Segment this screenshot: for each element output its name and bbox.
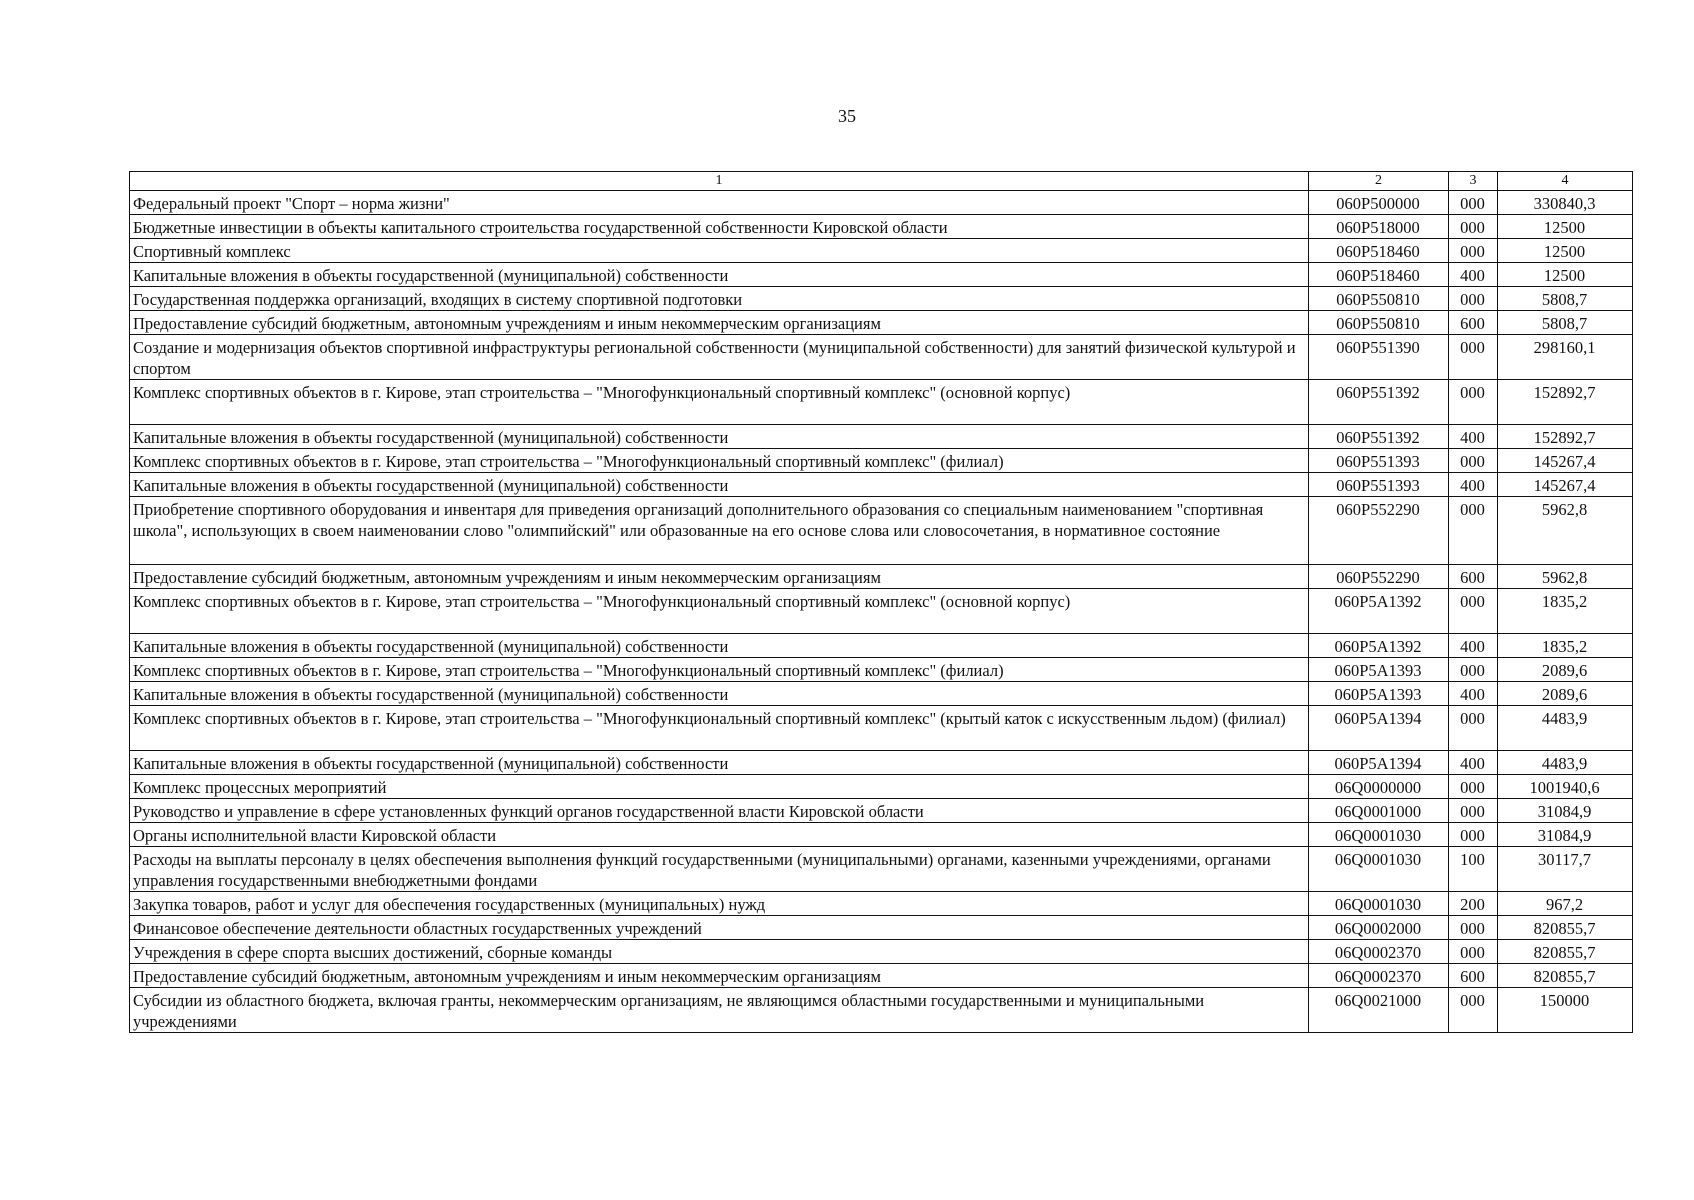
page-number: 35 [838, 106, 856, 126]
row-amount-cell: 298160,1 [1498, 335, 1633, 380]
row-code-cell: 060P518000 [1309, 215, 1449, 239]
row-type-cell: 200 [1449, 892, 1498, 916]
row-type-cell: 600 [1449, 964, 1498, 988]
row-code-cell: 060P500000 [1309, 191, 1449, 215]
row-code-cell: 060P551392 [1309, 380, 1449, 425]
row-amount-cell: 145267,4 [1498, 449, 1633, 473]
row-name-cell: Государственная поддержка организаций, входящих в систему спортивной подготовки [130, 287, 1309, 311]
row-type-cell: 000 [1449, 706, 1498, 751]
row-name-cell: Комплекс спортивных объектов в г. Кирове, этап строительства – "Многофункциональный спортивный комплекс" (филиал) [130, 658, 1309, 682]
header-col-3: 3 [1449, 172, 1498, 191]
table-row [130, 473, 1633, 497]
row-code-cell: 060P5A1392 [1309, 634, 1449, 658]
row-type-cell: 000 [1449, 380, 1498, 425]
table-row [130, 311, 1633, 335]
row-code-cell: 06Q0002000 [1309, 916, 1449, 940]
row-type-cell: 600 [1449, 311, 1498, 335]
row-code-cell: 060P5A1394 [1309, 751, 1449, 775]
table-row [130, 239, 1633, 263]
table-row [130, 263, 1633, 287]
row-code-cell: 060P5A1393 [1309, 682, 1449, 706]
row-type-cell: 000 [1449, 940, 1498, 964]
table-row [130, 799, 1633, 823]
row-type-cell: 000 [1449, 799, 1498, 823]
row-type-cell: 000 [1449, 191, 1498, 215]
row-type-cell: 400 [1449, 682, 1498, 706]
row-type-cell: 400 [1449, 425, 1498, 449]
row-code-cell: 060P551393 [1309, 473, 1449, 497]
row-type-cell: 000 [1449, 497, 1498, 565]
row-amount-cell: 150000 [1498, 988, 1633, 1033]
row-name-cell: Капитальные вложения в объекты государственной (муниципальной) собственности [130, 263, 1309, 287]
row-amount-cell: 12500 [1498, 239, 1633, 263]
row-code-cell: 06Q0001030 [1309, 892, 1449, 916]
row-code-cell: 06Q0001030 [1309, 823, 1449, 847]
row-name-cell: Капитальные вложения в объекты государственной (муниципальной) собственности [130, 634, 1309, 658]
row-amount-cell: 1001940,6 [1498, 775, 1633, 799]
row-amount-cell: 330840,3 [1498, 191, 1633, 215]
row-name-cell: Спортивный комплекс [130, 239, 1309, 263]
row-type-cell: 000 [1449, 287, 1498, 311]
table-row [130, 940, 1633, 964]
row-code-cell: 060P552290 [1309, 565, 1449, 589]
row-name-cell: Комплекс спортивных объектов в г. Кирове, этап строительства – "Многофункциональный спортивный комплекс" (филиал) [130, 449, 1309, 473]
row-amount-cell: 5808,7 [1498, 311, 1633, 335]
table-row [130, 497, 1633, 565]
row-amount-cell: 1835,2 [1498, 634, 1633, 658]
row-name-cell: Комплекс процессных мероприятий [130, 775, 1309, 799]
row-amount-cell: 31084,9 [1498, 823, 1633, 847]
row-amount-cell: 2089,6 [1498, 658, 1633, 682]
row-amount-cell: 152892,7 [1498, 425, 1633, 449]
table-row [130, 847, 1633, 892]
row-amount-cell: 152892,7 [1498, 380, 1633, 425]
row-amount-cell: 820855,7 [1498, 916, 1633, 940]
row-type-cell: 000 [1449, 916, 1498, 940]
table-row [130, 964, 1633, 988]
table-row [130, 706, 1633, 751]
row-type-cell: 000 [1449, 335, 1498, 380]
row-code-cell: 06Q0001030 [1309, 847, 1449, 892]
table-row [130, 751, 1633, 775]
row-type-cell: 000 [1449, 775, 1498, 799]
row-name-cell: Предоставление субсидий бюджетным, автономным учреждениям и иным некоммерческим организациям [130, 964, 1309, 988]
row-type-cell: 400 [1449, 751, 1498, 775]
row-name-cell: Федеральный проект "Спорт – норма жизни" [130, 191, 1309, 215]
row-name-cell: Комплекс спортивных объектов в г. Кирове, этап строительства – "Многофункциональный спортивный комплекс" (основной корпус) [130, 589, 1309, 634]
table-row [130, 682, 1633, 706]
row-type-cell: 000 [1449, 239, 1498, 263]
row-amount-cell: 5962,8 [1498, 565, 1633, 589]
header-row [130, 172, 1633, 191]
row-amount-cell: 2089,6 [1498, 682, 1633, 706]
row-code-cell: 060P551393 [1309, 449, 1449, 473]
row-amount-cell: 30117,7 [1498, 847, 1633, 892]
row-amount-cell: 12500 [1498, 215, 1633, 239]
row-amount-cell: 1835,2 [1498, 589, 1633, 634]
table-row [130, 449, 1633, 473]
row-name-cell: Комплекс спортивных объектов в г. Кирове, этап строительства – "Многофункциональный спортивный комплекс" (крытый каток с искусственным льдом) (филиал) [130, 706, 1309, 751]
row-name-cell: Капитальные вложения в объекты государственной (муниципальной) собственности [130, 682, 1309, 706]
row-code-cell: 060P518460 [1309, 263, 1449, 287]
row-code-cell: 06Q0002370 [1309, 940, 1449, 964]
table-row [130, 775, 1633, 799]
row-amount-cell: 4483,9 [1498, 751, 1633, 775]
header-col-2: 2 [1309, 172, 1449, 191]
row-name-cell: Приобретение спортивного оборудования и инвентаря для приведения организаций дополнительного образования со специальным наименованием "спортивная школа", использующих в своем наименовании слово "олимпийский" или образованные на его основе слова или словосочетания, в нормативное состояние [130, 497, 1309, 565]
table-body [130, 191, 1633, 1033]
row-name-cell: Субсидии из областного бюджета, включая гранты, некоммерческим организациям, не являющимся областными государственными и муниципальными учреждениями [130, 988, 1309, 1033]
row-name-cell: Руководство и управление в сфере установленных функций органов государственной власти Кировской области [130, 799, 1309, 823]
row-name-cell: Капитальные вложения в объекты государственной (муниципальной) собственности [130, 473, 1309, 497]
row-code-cell: 060P550810 [1309, 287, 1449, 311]
row-type-cell: 000 [1449, 589, 1498, 634]
table-row [130, 215, 1633, 239]
row-name-cell: Капитальные вложения в объекты государственной (муниципальной) собственности [130, 751, 1309, 775]
row-type-cell: 000 [1449, 215, 1498, 239]
row-amount-cell: 4483,9 [1498, 706, 1633, 751]
table-row [130, 191, 1633, 215]
table-row [130, 634, 1633, 658]
budget-table [129, 171, 1633, 1033]
row-code-cell: 060P518460 [1309, 239, 1449, 263]
row-amount-cell: 12500 [1498, 263, 1633, 287]
row-type-cell: 400 [1449, 634, 1498, 658]
table-row [130, 916, 1633, 940]
row-code-cell: 06Q0021000 [1309, 988, 1449, 1033]
table-row [130, 988, 1633, 1033]
row-name-cell: Финансовое обеспечение деятельности областных государственных учреждений [130, 916, 1309, 940]
row-name-cell: Создание и модернизация объектов спортивной инфраструктуры региональной собственности (муниципальной собственности) для занятий физической культурой и спортом [130, 335, 1309, 380]
row-type-cell: 400 [1449, 473, 1498, 497]
table-row [130, 335, 1633, 380]
row-type-cell: 400 [1449, 263, 1498, 287]
table-row [130, 892, 1633, 916]
row-code-cell: 060P552290 [1309, 497, 1449, 565]
row-name-cell: Предоставление субсидий бюджетным, автономным учреждениям и иным некоммерческим организациям [130, 311, 1309, 335]
row-type-cell: 000 [1449, 449, 1498, 473]
table-row [130, 823, 1633, 847]
table-row [130, 658, 1633, 682]
row-code-cell: 060P5A1394 [1309, 706, 1449, 751]
row-name-cell: Капитальные вложения в объекты государственной (муниципальной) собственности [130, 425, 1309, 449]
row-type-cell: 000 [1449, 823, 1498, 847]
row-name-cell: Закупка товаров, работ и услуг для обеспечения государственных (муниципальных) нужд [130, 892, 1309, 916]
row-code-cell: 060P551392 [1309, 425, 1449, 449]
row-type-cell: 000 [1449, 988, 1498, 1033]
row-code-cell: 060P5A1392 [1309, 589, 1449, 634]
row-code-cell: 06Q0002370 [1309, 964, 1449, 988]
row-code-cell: 060P5A1393 [1309, 658, 1449, 682]
row-code-cell: 060P550810 [1309, 311, 1449, 335]
row-code-cell: 06Q0001000 [1309, 799, 1449, 823]
table-row [130, 287, 1633, 311]
row-amount-cell: 820855,7 [1498, 940, 1633, 964]
row-amount-cell: 820855,7 [1498, 964, 1633, 988]
row-amount-cell: 145267,4 [1498, 473, 1633, 497]
row-amount-cell: 967,2 [1498, 892, 1633, 916]
header-col-4: 4 [1498, 172, 1633, 191]
table-row [130, 380, 1633, 425]
table-row [130, 425, 1633, 449]
table-row [130, 565, 1633, 589]
row-amount-cell: 5962,8 [1498, 497, 1633, 565]
row-amount-cell: 31084,9 [1498, 799, 1633, 823]
row-name-cell: Комплекс спортивных объектов в г. Кирове, этап строительства – "Многофункциональный спортивный комплекс" (основной корпус) [130, 380, 1309, 425]
row-name-cell: Бюджетные инвестиции в объекты капитального строительства государственной собственности Кировской области [130, 215, 1309, 239]
row-name-cell: Учреждения в сфере спорта высших достижений, сборные команды [130, 940, 1309, 964]
table-row [130, 589, 1633, 634]
row-code-cell: 060P551390 [1309, 335, 1449, 380]
row-amount-cell: 5808,7 [1498, 287, 1633, 311]
row-type-cell: 600 [1449, 565, 1498, 589]
header-col-1: 1 [130, 172, 1309, 191]
row-name-cell: Расходы на выплаты персоналу в целях обеспечения выполнения функций государственными (муниципальными) органами, казенными учреждениями, органами управления государственными внебюджетными фондами [130, 847, 1309, 892]
row-name-cell: Предоставление субсидий бюджетным, автономным учреждениям и иным некоммерческим организациям [130, 565, 1309, 589]
row-code-cell: 06Q0000000 [1309, 775, 1449, 799]
row-type-cell: 100 [1449, 847, 1498, 892]
row-name-cell: Органы исполнительной власти Кировской области [130, 823, 1309, 847]
row-type-cell: 000 [1449, 658, 1498, 682]
